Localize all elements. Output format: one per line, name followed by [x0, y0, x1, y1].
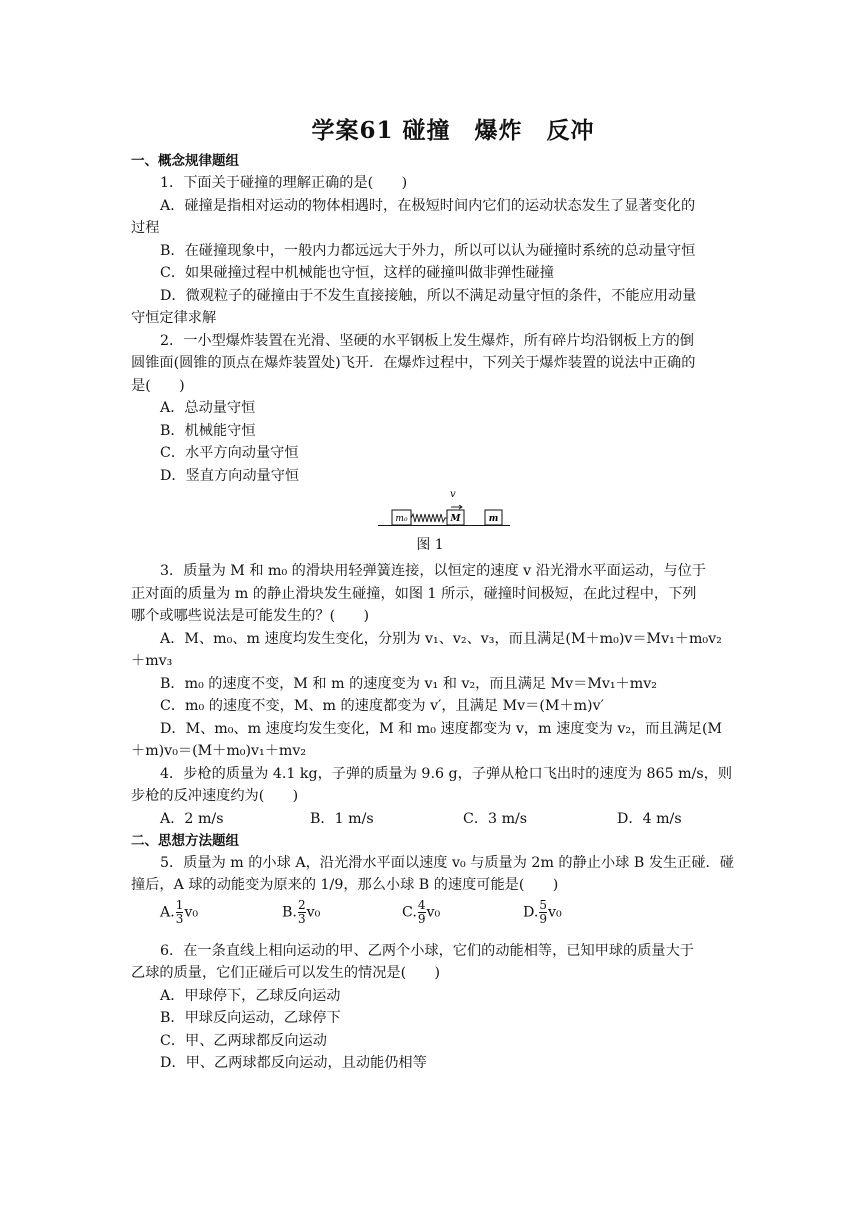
q4-option-c: C．3 m/s	[463, 811, 528, 827]
q2-stem: 2．一小型爆炸装置在光滑、坚硬的水平钢板上发生爆炸，所有碎片均沿钢板上方的倒	[160, 333, 694, 349]
figure-1-diagram	[378, 505, 510, 531]
q3-option-d: D．M、m₀、m 速度均发生变化，M 和 m₀ 速度都变为 v，m 速度变为 v₂，而且满足(M	[160, 721, 723, 737]
q3-option-b: B．m₀ 的速度不变，M 和 m 的速度变为 v₁ 和 v₂，而且满足 Mv＝Mv₁＋mv₂	[160, 676, 657, 692]
q3-option-a-cont: ＋mv₃	[131, 653, 173, 669]
q1-option-d-cont: 守恒定律求解	[131, 310, 217, 326]
q2-stem-end: 是( )	[131, 378, 185, 394]
q5-option-a: A. $\frac{1}{3}$ v₀	[160, 898, 199, 926]
q3-option-a: A．M、m₀、m 速度均发生变化，分别为 v₁、v₂、v₃，而且满足(M＋m₀)v＝Mv₁＋m₀v₂	[160, 631, 722, 647]
q6-stem: 6．在一条直线上相向运动的甲、乙两个小球，它们的动能相等，已知甲球的质量大于	[160, 943, 694, 959]
q2-stem-cont: 圆锥面(圆锥的顶点在爆炸装置处)飞开．在爆炸过程中，下列关于爆炸装置的说法中正确的	[131, 355, 696, 371]
q1-stem: 1．下面关于碰撞的理解正确的是( )	[160, 175, 408, 191]
q5-option-b: B. $\frac{2}{3}$ v₀	[282, 898, 321, 926]
figure-caption: 图 1	[416, 537, 444, 553]
block-m0-label: m₀	[395, 514, 408, 524]
page-title: 学案61 碰撞 爆炸 反冲	[311, 117, 595, 144]
q5-stem-cont: 撞后，A 球的动能变为原来的 1/9，那么小球 B 的速度可能是( )	[131, 877, 559, 893]
q1-option-a: A．碰撞是指相对运动的物体相遇时，在极短时间内它们的运动状态发生了显著变化的	[160, 198, 696, 214]
block-M-label: M	[450, 514, 461, 524]
q5-stem: 5．质量为 m 的小球 A，沿光滑水平面以速度 v₀ 与质量为 2m 的静止小球 B 发生正碰．碰	[160, 855, 734, 871]
q1-option-a-cont: 过程	[131, 220, 160, 236]
q3-stem-cont: 正对面的质量为 m 的静止滑块发生碰撞，如图 1 所示，碰撞时间极短，在此过程中，下列	[131, 586, 697, 602]
q3-stem: 3．质量为 M 和 m₀ 的滑块用轻弹簧连接，以恒定的速度 v 沿光滑水平面运动，与位于	[160, 563, 706, 579]
block-m-label: m	[488, 514, 499, 524]
q4-option-d: D．4 m/s	[617, 811, 682, 827]
q5-option-d: D. $\frac{5}{9}$ v₀	[523, 898, 562, 926]
q6-option-c: C．甲、乙两球都反向运动	[160, 1033, 327, 1049]
q6-option-d: D．甲、乙两球都反向运动，且动能仍相等	[160, 1055, 427, 1071]
q1-option-d: D．微观粒子的碰撞由于不发生直接接触，所以不满足动量守恒的条件，不能应用动量	[160, 288, 697, 304]
q6-stem-cont: 乙球的质量，它们正碰后可以发生的情况是( )	[131, 965, 441, 981]
q2-option-a: A．总动量守恒	[160, 400, 256, 416]
section-heading-2: 二、思想方法题组	[131, 833, 239, 849]
velocity-label: v	[450, 489, 456, 500]
q2-option-b: B．机械能守恒	[160, 423, 256, 439]
q4-option-a: A．2 m/s	[160, 811, 224, 827]
q6-option-a: A．甲球停下，乙球反向运动	[160, 988, 341, 1004]
q2-option-c: C．水平方向动量守恒	[160, 445, 299, 461]
q2-option-d: D．竖直方向动量守恒	[160, 468, 300, 484]
q1-option-b: B．在碰撞现象中，一般内力都远远大于外力，所以可以认为碰撞时系统的总动量守恒	[160, 243, 696, 259]
q1-option-c: C．如果碰撞过程中机械能也守恒，这样的碰撞叫做非弹性碰撞	[160, 265, 554, 281]
q4-stem-cont: 步枪的反冲速度约为( )	[131, 788, 299, 804]
q3-stem-end: 哪个或哪些说法是可能发生的？( )	[131, 608, 370, 624]
spring	[411, 514, 447, 522]
q3-option-d-cont: ＋m)v₀＝(M＋m₀)v₁＋mv₂	[131, 743, 307, 759]
section-heading-1: 一、概念规律题组	[131, 153, 239, 169]
q4-option-b: B．1 m/s	[310, 811, 374, 827]
q4-stem: 4．步枪的质量为 4.1 kg，子弹的质量为 9.6 g，子弹从枪口飞出时的速度为 865 m/s，则	[160, 766, 733, 782]
q3-option-c: C．m₀ 的速度不变，M、m 的速度都变为 v′，且满足 Mv＝(M＋m)v′	[160, 698, 604, 714]
q6-option-b: B．甲球反向运动，乙球停下	[160, 1010, 341, 1026]
q5-option-c: C. $\frac{4}{9}$ v₀	[402, 898, 441, 926]
